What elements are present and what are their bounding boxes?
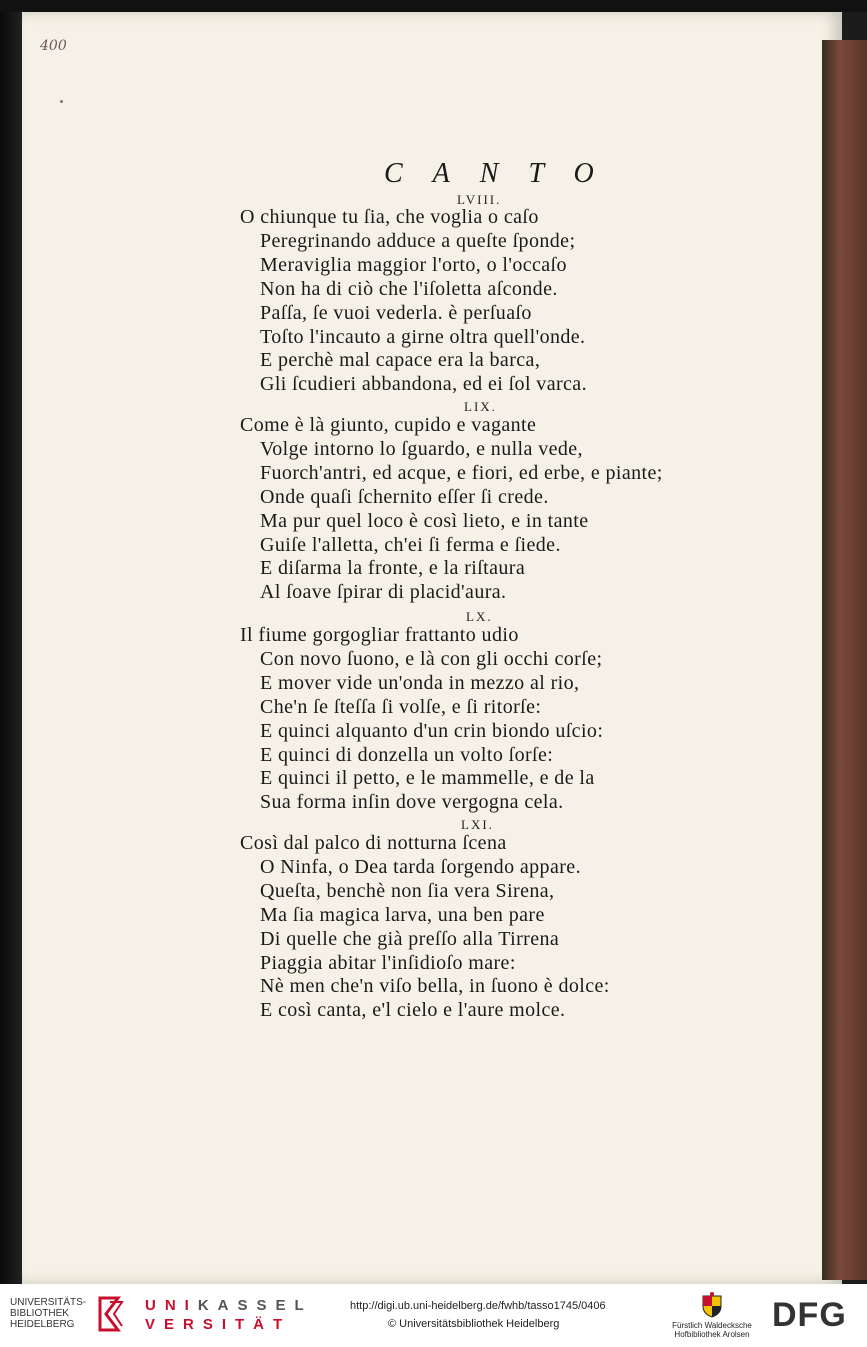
stanza-number: LX. <box>466 609 493 624</box>
verse-line: E diſarma la fronte, e la riſtaura <box>260 557 526 580</box>
verse-line: E quinci alquanto d'un crin biondo uſcio: <box>260 719 604 742</box>
verse-line: Onde quaſi ſchernito eſſer ſi crede. <box>260 485 549 508</box>
verse-line: Che'n ſe ſteſſa ſi volſe, e ſi ritorſe: <box>260 695 542 718</box>
verse-line: Queſta, benchè non ſia vera Sirena, <box>260 879 555 902</box>
top-bar <box>0 0 867 12</box>
verse-line: Piaggia abitar l'inſidioſo mare: <box>260 951 516 974</box>
arolsen-line: Hofbibliothek Arolsen <box>674 1330 750 1339</box>
copyright-notice: © Universitätsbibliothek Heidelberg <box>388 1318 560 1330</box>
verse-line: Con novo ſuono, e là con gli occhi corſe; <box>260 647 603 670</box>
verse-line: Gli ſcudieri abbandona, ed ei ſol varca. <box>260 373 587 396</box>
heidelberg-line: HEIDELBERG <box>10 1319 75 1330</box>
heidelberg-line: UNIVERSITÄTS- <box>10 1297 87 1308</box>
crest-icon <box>701 1292 723 1318</box>
stanza-number: LIX. <box>464 399 497 414</box>
verse-line: Toſto l'incauto a girne oltra quell'onde. <box>260 325 586 348</box>
verse-line: Così dal palco di notturna ſcena <box>240 832 507 854</box>
verse-line: Sua forma inſin dove vergogna cela. <box>260 791 564 814</box>
book-spine <box>0 12 22 1284</box>
verse-line: Come è là giunto, cupido e vagante <box>240 414 537 436</box>
verse-line: Ma pur quel loco è così lieto, e in tante <box>260 509 589 532</box>
heidelberg-line: BIBLIOTHEK <box>10 1308 69 1319</box>
verse-line: E mover vide un'onda in mezzo al rio, <box>260 671 580 694</box>
verse-line: O Ninfa, o Dea tarda ſorgendo appare. <box>260 855 581 878</box>
verse-line: Volge intorno lo ſguardo, e nulla vede, <box>260 437 583 460</box>
verse-line: O chiunque tu ſia, che voglia o caſo <box>240 206 539 228</box>
verse-line: E perchè mal capace era la barca, <box>260 349 541 372</box>
verse-line: E così canta, e'l cielo e l'aure molce. <box>260 999 566 1022</box>
kassel-uni-text: UNI <box>145 1297 198 1314</box>
kassel-university-logo[interactable] <box>145 1296 313 1334</box>
stanza-number: LVIII. <box>457 192 502 207</box>
page-edge <box>822 40 867 1280</box>
canto-title: CANTO <box>384 158 624 189</box>
page-mark <box>60 100 63 103</box>
verse-line: E quinci di donzella un volto ſorſe: <box>260 743 554 766</box>
verse-line: Di quelle che già preſſo alla Tirrena <box>260 927 560 950</box>
verse-line: Peregrinando adduce a queſte ſponde; <box>260 229 576 252</box>
verse-line: Meraviglia maggior l'orto, o l'occaſo <box>260 253 567 276</box>
permalink-url[interactable]: http://digi.ub.uni-heidelberg.de/fwhb/tasso1745/0406 <box>350 1300 606 1312</box>
heidelberg-library-logo[interactable] <box>10 1297 86 1330</box>
stanza-number: LXI. <box>461 817 494 832</box>
heidelberg-emblem-icon <box>96 1294 124 1334</box>
kassel-versitaet-text: VERSITÄT <box>145 1316 292 1333</box>
verse-line: Paſſa, ſe vuoi vederla. è perſuaſo <box>260 301 532 324</box>
arolsen-line: Fürstlich Waldecksche <box>672 1321 752 1330</box>
verse-line: Guiſe l'alletta, ch'ei ſi ferma e ſiede. <box>260 533 561 556</box>
verse-line: Fuorch'antri, ed acque, e fiori, ed erbe, e piante; <box>260 461 663 484</box>
dfg-logo[interactable]: DFG <box>772 1296 847 1334</box>
verse-line: E quinci il petto, e le mammelle, e de la <box>260 767 595 790</box>
page-number: 400 <box>40 38 67 54</box>
arolsen-library-logo[interactable] <box>668 1292 756 1339</box>
kassel-name-text: KASSEL <box>197 1297 313 1314</box>
verse-line: Il fiume gorgogliar frattanto udio <box>240 624 519 646</box>
verse-line: Non ha di ciò che l'iſoletta aſconde. <box>260 277 558 300</box>
verse-line: Ma ſia magica larva, una ben pare <box>260 903 545 926</box>
verse-line: Al ſoave ſpirar di placid'aura. <box>260 581 507 604</box>
verse-line: Nè men che'n viſo bella, in ſuono è dolce: <box>260 975 610 998</box>
